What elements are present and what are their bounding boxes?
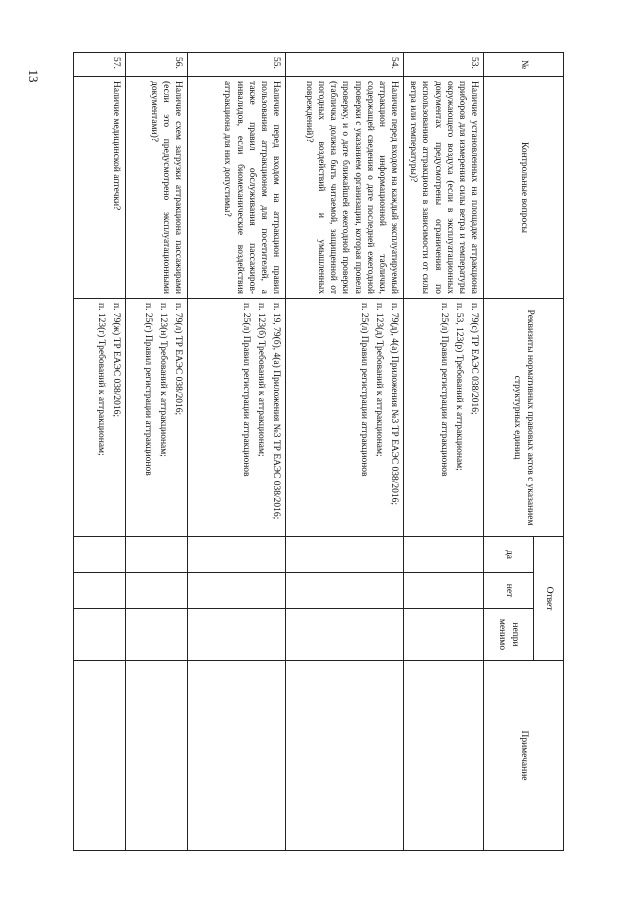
requisite-line: п. 19, 79(б), 4(а) Приложения №3 ТР ЕАЭС 038/2016; [271,303,281,520]
requisite-line: п. 53, 123(р) Требований к аттракционам; [453,303,464,471]
requisite-line: п. 79(л) ТР ЕАЭС 038/2016; [173,303,183,416]
answer-yes-cell [74,537,126,573]
requisites-cell [188,299,286,537]
answer-no-cell [188,573,286,609]
answer-no-cell [126,573,188,609]
table-row [188,53,286,851]
header-num: № [484,53,564,77]
answer-not-applicable-cell [404,609,484,661]
answer-not-applicable-cell [74,609,126,661]
answer-yes-cell [286,537,404,573]
header-questions: Контрольные вопросы [484,77,564,299]
question-text: Наличие медицинской аптечки? [74,77,126,299]
requisite-line: п. 79(с) ТР ЕАЭС 038/2016; [469,303,479,415]
note-cell [126,661,188,851]
requisite-line: п. 123(б) Требований к аттракционам; [255,303,266,457]
header-no: нет [484,573,534,609]
requisite-line: п. 79(д), 4(а) Приложения №3 ТР ЕАЭС 038/2016; [389,303,399,506]
note-cell [188,661,286,851]
note-cell [404,661,484,851]
note-cell [74,661,126,851]
answer-yes-cell [126,537,188,573]
requisite-line: п. 123(н) Требований к аттракционам; [157,303,168,457]
requisite-line: п. 25(л) Правил регистрации аттракционов [240,303,251,477]
header-answer: Ответ [534,537,564,661]
header-note: Примечание [484,661,564,851]
table-row [286,53,404,851]
row-number: 55. [188,53,286,77]
note-cell [286,661,404,851]
requisite-line: п. 79(ж) ТР ЕАЭС 038/2016; [111,303,121,417]
requisites-cell [126,299,188,537]
row-number: 53. [404,53,484,77]
requisites-cell [286,299,404,537]
rotated-page-content [74,52,564,850]
header-not-applicable: непри менимо [484,609,534,661]
requisite-line: п. 25(л) Правил регистрации аттракционов [358,303,369,477]
answer-yes-cell [188,537,286,573]
header-yes: да [484,537,534,573]
answer-no-cell [74,573,126,609]
row-number: 56. [126,53,188,77]
table-row [404,53,484,851]
header-requisites: Реквизиты нормативных правовых актов с указанием структурных единиц [484,299,564,537]
checklist-table [73,52,564,851]
requisites-cell [74,299,126,537]
table-row [74,53,126,851]
question-text: Наличие перед входом на аттракцион правил пользования аттракционом для посетителей, а также правил обслуживания пассажиров-инвалидов, если биомеханические воздействия аттракциона для них допустимы? [188,77,286,299]
answer-not-applicable-cell [126,609,188,661]
page-number: 13 [26,69,41,83]
requisites-cell [404,299,484,537]
answer-yes-cell [404,537,484,573]
answer-no-cell [404,573,484,609]
row-number: 57. [74,53,126,77]
requisite-line: п. 25(г) Правил регистрации аттракционов [142,303,153,476]
requisite-line: п. 25(л) Правил регистрации аттракционов [438,303,449,477]
row-number: 54. [286,53,404,77]
answer-not-applicable-cell [286,609,404,661]
requisite-line: п. 123(д) Требований к аттракционам; [373,303,384,457]
answer-not-applicable-cell [188,609,286,661]
table-row [126,53,188,851]
question-text: Наличие схем загрузки аттракциона пассажирами (если это предусмотрено эксплуатационными документами)? [126,77,188,299]
requisite-line: п. 123(г) Требований к аттракционам; [95,303,106,456]
question-text: Наличие установленных на площадке аттракциона приборов для измерения силы ветра и температуры окружающего воздуха (если в эксплуатационных документах предусмотрены ограничения по использованию аттракциона в зависимости от силы ветра или температуры)? [404,77,484,299]
question-text: Наличие перед входом на каждый эксплуатируемый аттракцион информационной таблички, содержащей сведения о дате последней ежегодной проверки с указанием организации, которая провела проверку, и о дате ближайшей ежегодной проверки (табличка должна быть читаемой, защищенной от погодных воздействий и умышленных повреждений)? [286,77,404,299]
answer-no-cell [286,573,404,609]
